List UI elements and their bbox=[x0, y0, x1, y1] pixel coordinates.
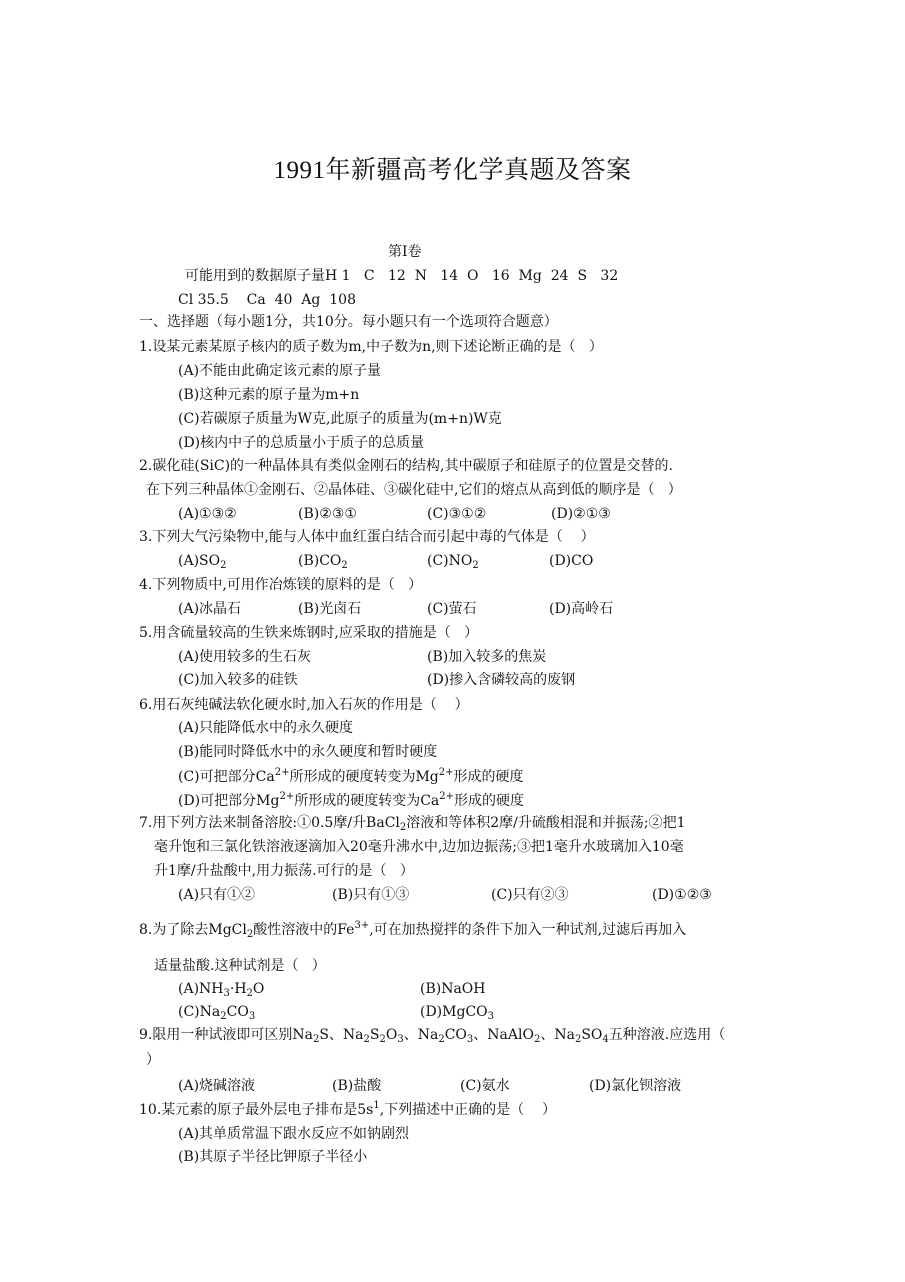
question-2-option-d: (D)②①③ bbox=[551, 506, 611, 522]
question-8-option-a: $(A)NH_3\cdot H_2O$ bbox=[178, 981, 265, 999]
question-2-option-b: (B)②③① bbox=[298, 506, 357, 522]
question-5-option-c: (C)加入较多的硅铁 bbox=[178, 672, 298, 688]
atomic-mass-line-2: Cl 35.5 Ca 40 Ag 108 bbox=[178, 292, 356, 308]
question-7-option-c: (C)只有②③ bbox=[491, 887, 569, 903]
question-1-option-c: (C)若碳原子质量为W克,此原子的质量为(m+n)W克 bbox=[178, 411, 502, 427]
question-2-option-c: (C)③①② bbox=[427, 506, 487, 522]
question-8-stem-line-2: 适量盐酸.这种试剂是（ ） bbox=[154, 958, 326, 974]
question-7-option-d: (D)①②③ bbox=[652, 887, 712, 903]
section-heading: 第Ⅰ卷 bbox=[388, 244, 422, 260]
question-6-stem: 6.用石灰纯碱法软化硬水时,加入石灰的作用是（ ） bbox=[139, 697, 469, 713]
question-6-option-a: (A)只能降低水中的永久硬度 bbox=[178, 720, 354, 736]
question-2-option-a: (A)①③② bbox=[178, 506, 237, 522]
atomic-mass-line-1: 可能用到的数据原子量H 1 C 12 N 14 O 16 Mg 24 S 32 bbox=[185, 268, 619, 284]
question-2-stem-line-2: 在下列三种晶体①金刚石、②晶体硅、③碳化硅中,它们的熔点从高到低的顺序是（ ） bbox=[146, 482, 682, 498]
question-10-option-b: (B)其原子半径比钾原子半径小 bbox=[178, 1149, 368, 1165]
question-5-option-d: (D)掺入含磷较高的废钢 bbox=[427, 672, 576, 688]
question-5-stem: 5.用含硫量较高的生铁来炼钢时,应采取的措施是（ ） bbox=[139, 625, 479, 641]
question-4-option-c: (C)萤石 bbox=[427, 601, 477, 617]
question-8-option-b: (B)NaOH bbox=[420, 981, 486, 997]
question-1-stem: 1.设某元素某原子核内的质子数为m,中子数为n,则下述论断正确的是（ ） bbox=[139, 339, 603, 355]
question-3-stem: 3.下列大气污染物中,能与人体中血红蛋白结合而引起中毒的气体是（ ） bbox=[139, 529, 595, 545]
question-3-option-a: $(A)SO_2$ bbox=[178, 553, 227, 571]
question-10-stem: 10.某元素的原子最外层电子排布是$5s^1$,下列描述中正确的是（ ） bbox=[139, 1100, 556, 1118]
question-1-option-b: (B)这种元素的原子量为m+n bbox=[178, 387, 360, 403]
question-3-option-c: $(C)NO_2$ bbox=[427, 553, 479, 571]
part1-header: 一、选择题（每小题1分，共10分。每小题只有一个选项符合题意） bbox=[139, 314, 558, 330]
question-7-stem-line-1: 7.用下列方法来制备溶胶:①0.5摩/升BaCl$_2$溶液和等体积2摩/升硫酸相混和并振荡;②把1 bbox=[139, 815, 686, 833]
question-7-option-a: (A)只有①② bbox=[178, 887, 256, 903]
question-6-option-d: (D)可把部分$Mg^{2+}$所形成的硬度转变为$Ca^{2+}$形成的硬度 bbox=[178, 791, 525, 809]
document-title: 1991年新疆高考化学真题及答案 bbox=[273, 157, 632, 184]
question-4-option-d: (D)高岭石 bbox=[549, 601, 614, 617]
question-5-option-a: (A)使用较多的生石灰 bbox=[178, 649, 312, 665]
question-3-option-b: $(B)CO_2$ bbox=[298, 553, 348, 571]
question-9-option-b: (B)盐酸 bbox=[332, 1078, 382, 1094]
question-3-option-d: (D)CO bbox=[549, 553, 594, 569]
question-4-option-b: (B)光卤石 bbox=[298, 601, 362, 617]
question-6-option-c: (C)可把部分$Ca^{2+}$所形成的硬度转变为$Mg^{2+}$形成的硬度 bbox=[178, 767, 524, 785]
question-9-stem-line-2: ） bbox=[146, 1052, 160, 1068]
question-7-stem-line-2: 毫升饱和三氯化铁溶液逐滴加入20毫升沸水中,边加边振荡;③把1毫升水玻璃加入10毫 bbox=[154, 839, 684, 855]
question-2-stem-line-1: 2.碳化硅(SiC)的一种晶体具有类似金刚石的结构,其中碳原子和硅原子的位置是交替的. bbox=[139, 458, 673, 474]
question-9-option-d: (D)氯化钡溶液 bbox=[589, 1078, 682, 1094]
question-5-option-b: (B)加入较多的焦炭 bbox=[427, 649, 547, 665]
question-4-stem: 4.下列物质中,可用作冶炼镁的原料的是（ ） bbox=[139, 577, 423, 593]
question-7-stem-line-3: 升1摩/升盐酸中,用力振荡.可行的是（ ） bbox=[154, 863, 414, 879]
question-10-option-a: (A)其单质常温下跟水反应不如钠剧烈 bbox=[178, 1126, 410, 1142]
question-9-option-c: (C)氨水 bbox=[460, 1078, 510, 1094]
question-8-option-d: (D)MgCO$_3$ bbox=[420, 1004, 495, 1022]
question-7-option-b: (B)只有①③ bbox=[332, 887, 410, 903]
question-8-stem-line-1: 8.为了除去MgCl$_2$酸性溶液中的$Fe^{3+}$,可在加热搅拌的条件下加入一种试剂,过滤后再加入 bbox=[139, 920, 687, 940]
question-4-option-a: (A)冰晶石 bbox=[178, 601, 242, 617]
question-9-option-a: (A)烧碱溶液 bbox=[178, 1078, 256, 1094]
question-8-option-c: $(C)Na_2CO_3$ bbox=[178, 1004, 256, 1022]
question-1-option-a: (A)不能由此确定该元素的原子量 bbox=[178, 363, 382, 379]
question-1-option-d: (D)核内中子的总质量小于质子的总质量 bbox=[178, 435, 425, 451]
question-6-option-b: (B)能同时降低水中的永久硬度和暂时硬度 bbox=[178, 744, 438, 760]
question-9-stem-line-1: 9.限用一种试液即可区别$Na_2S$、$Na_2S_2O_3$、$Na_2CO_3$、NaAlO$_2$、$Na_2SO_4$五种溶液.应选用（ bbox=[139, 1027, 726, 1045]
